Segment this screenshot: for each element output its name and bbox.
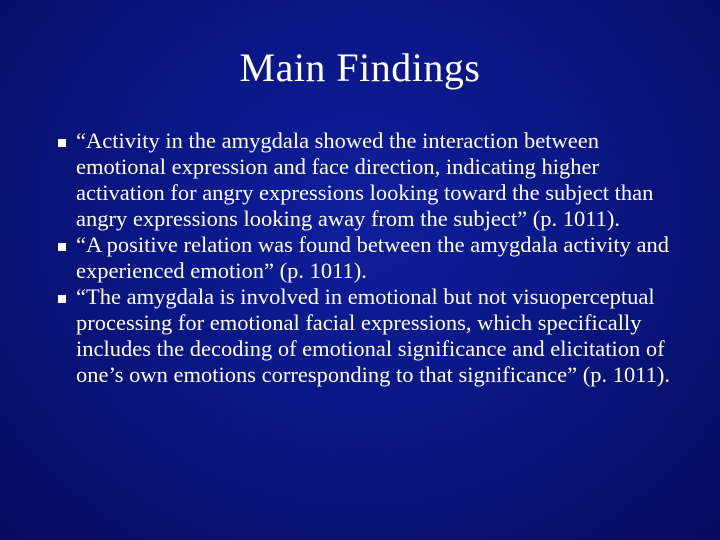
bullet-text-1: “Activity in the amygdala showed the interaction between emotional expression and face direction, indicating higher activation for angry expressions looking toward the subject than angry expressions looking away from the subject” (p. 1011). [76,128,654,231]
slide-title: Main Findings [239,45,481,90]
bullet-item-2 [52,232,692,284]
bullet-text-2: “A positive relation was found between the amygdala activity and experienced emotion” (p. 1011). [76,232,669,283]
square-bullet-icon [58,243,66,251]
bullet-item-1 [52,128,692,232]
bullet-text-3: “The amygdala is involved in emotional but not visuoperceptual processing for emotional facial expressions, which specifically includes the decoding of emotional significance and elicitation of one’s own emotions corresponding to that significance” (p. 1011). [76,284,671,387]
square-bullet-icon [58,295,66,303]
bullet-list [52,128,692,388]
bullet-item-3 [52,284,692,388]
square-bullet-icon [58,139,66,147]
